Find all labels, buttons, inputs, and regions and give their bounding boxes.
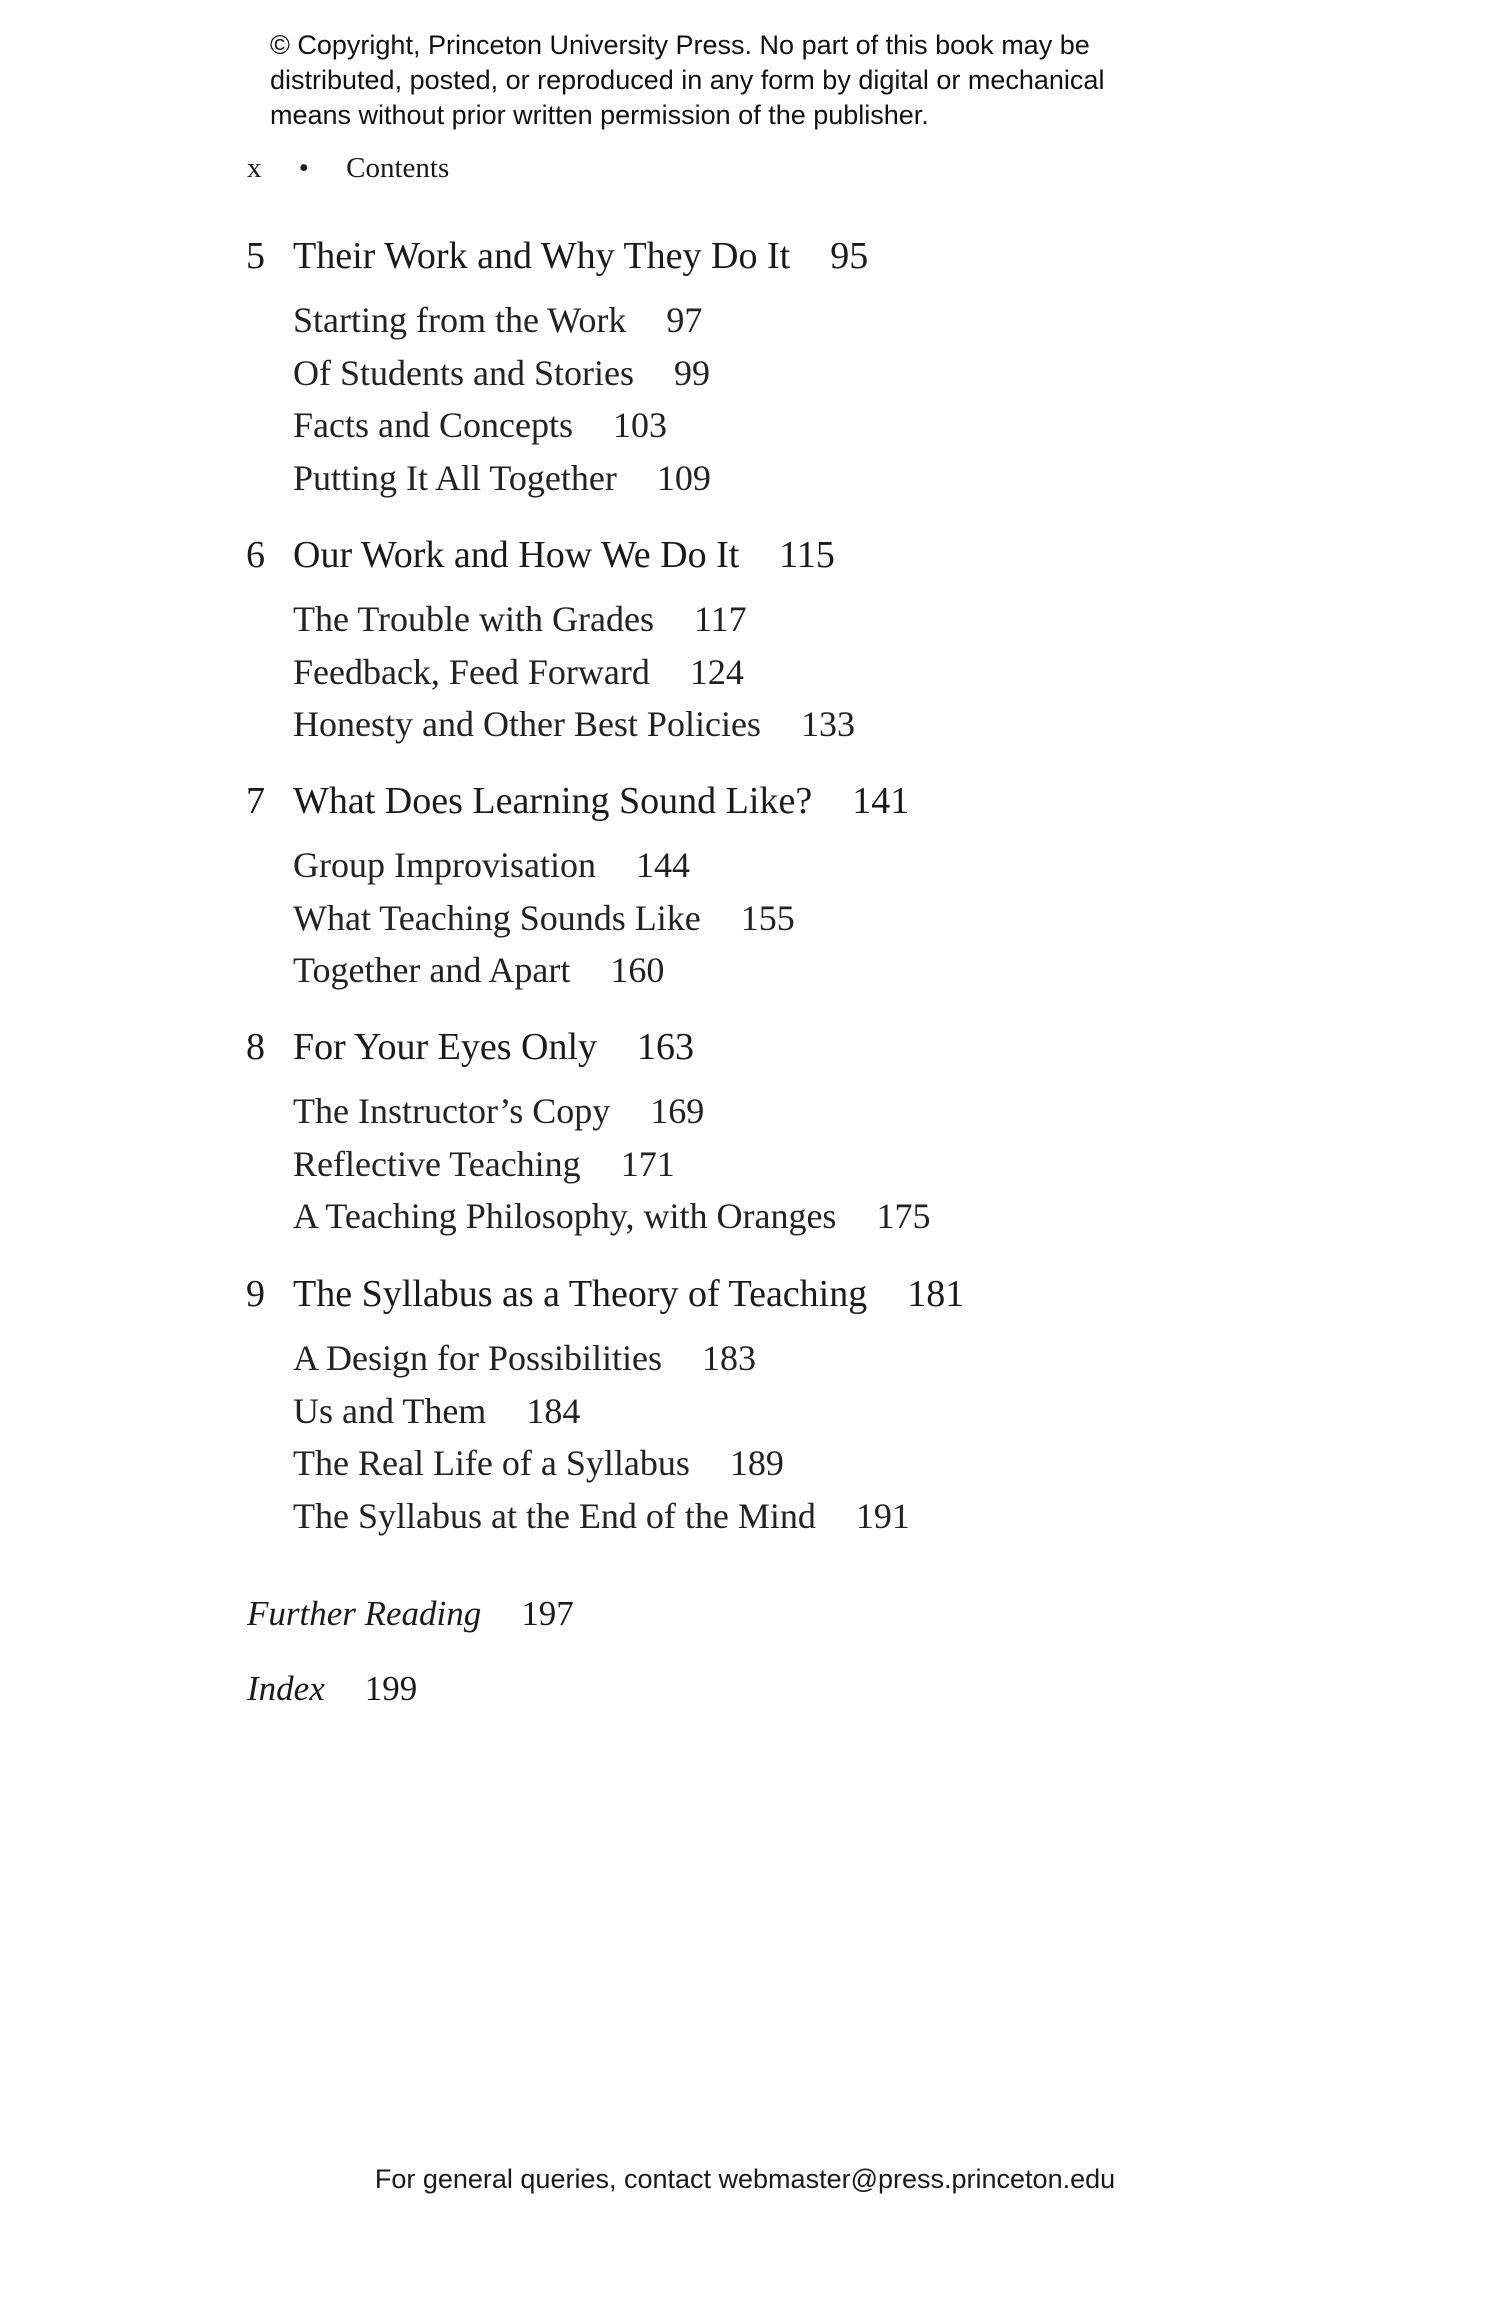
section-title: Of Students and Stories — [293, 352, 634, 393]
footer-contact: For general queries, contact webmaster@press.princeton.edu — [374, 2164, 1116, 2194]
section-entry[interactable] — [293, 1193, 930, 1239]
running-head — [247, 150, 449, 186]
running-head-title: Contents — [346, 152, 450, 184]
section-page: 133 — [800, 704, 855, 745]
chapter-title — [293, 232, 868, 280]
copyright-notice — [270, 28, 1270, 133]
section-title: Starting from the Work — [293, 300, 627, 340]
chapter-page: 141 — [852, 780, 910, 822]
back-matter-page: 197 — [521, 1594, 574, 1633]
section-entry[interactable] — [293, 402, 667, 448]
chapter-title — [293, 531, 835, 579]
section-title: Together and Apart — [293, 950, 571, 991]
back-matter-entry[interactable] — [247, 1591, 574, 1637]
section-title: Honesty and Other Best Policies — [293, 704, 761, 745]
chapter-title-text: Our Work and How We Do It — [293, 534, 740, 576]
chapter-title — [293, 1270, 964, 1318]
section-title: Feedback, Feed Forward — [293, 651, 650, 692]
section-page: 191 — [855, 1495, 910, 1536]
section-page: 144 — [635, 845, 690, 885]
section-entry[interactable] — [293, 596, 747, 642]
section-page: 189 — [729, 1443, 784, 1484]
chapter-page: 95 — [830, 235, 869, 277]
section-title: What Teaching Sounds Like — [293, 897, 701, 938]
section-title: A Teaching Philosophy, with Oranges — [293, 1196, 837, 1237]
section-page: 183 — [702, 1338, 757, 1378]
section-entry[interactable] — [293, 1141, 675, 1187]
chapter-page: 181 — [907, 1273, 965, 1315]
back-matter-entry[interactable] — [247, 1666, 417, 1712]
section-title: The Real Life of a Syllabus — [293, 1443, 690, 1484]
section-title: A Design for Possibilities — [293, 1338, 663, 1378]
chapter-title — [293, 777, 909, 825]
page-number: x — [247, 152, 262, 184]
section-page: 171 — [620, 1143, 675, 1184]
chapter-number: 8 — [246, 1026, 265, 1068]
section-title: The Syllabus at the End of the Mind — [293, 1495, 816, 1536]
copyright-line: means without prior written permission of the publisher. — [270, 100, 929, 130]
section-page: 175 — [876, 1196, 931, 1237]
back-matter-title: Index — [247, 1669, 325, 1708]
section-page: 103 — [612, 405, 667, 446]
chapter-page: 163 — [637, 1026, 695, 1068]
section-entry[interactable] — [293, 1388, 580, 1434]
section-title: The Instructor’s Copy — [293, 1091, 611, 1131]
section-entry[interactable] — [293, 455, 711, 501]
chapter-page: 115 — [779, 534, 835, 576]
chapter-number: 9 — [246, 1273, 265, 1315]
back-matter-title: Further Reading — [247, 1594, 482, 1633]
chapter-number: 5 — [246, 235, 265, 277]
section-title: Facts and Concepts — [293, 405, 573, 446]
chapter-title-text: What Does Learning Sound Like? — [293, 780, 813, 822]
copyright-line: distributed, posted, or reproduced in any form by digital or mechanical — [270, 65, 1105, 95]
section-entry[interactable] — [293, 1440, 784, 1486]
section-entry[interactable] — [293, 1335, 756, 1381]
back-matter-page: 199 — [364, 1669, 418, 1708]
section-entry[interactable] — [293, 701, 855, 747]
chapter-title-text: For Your Eyes Only — [293, 1026, 598, 1068]
section-title: Group Improvisation — [293, 845, 596, 885]
chapter-number: 7 — [246, 780, 265, 822]
section-page: 169 — [650, 1091, 705, 1131]
chapter-title-text: Their Work and Why They Do It — [293, 235, 791, 277]
section-entry[interactable] — [293, 895, 795, 941]
section-page: 97 — [666, 300, 703, 340]
bullet-separator: • — [298, 152, 309, 184]
section-page: 109 — [656, 457, 711, 498]
chapter-title-text: The Syllabus as a Theory of Teaching — [293, 1273, 868, 1315]
section-title: Putting It All Together — [293, 457, 617, 498]
section-entry[interactable] — [293, 1088, 704, 1134]
section-entry[interactable] — [293, 1493, 910, 1539]
section-page: 99 — [673, 352, 710, 393]
section-page: 117 — [693, 599, 747, 639]
section-entry[interactable] — [293, 649, 744, 695]
section-entry[interactable] — [293, 947, 664, 993]
section-entry[interactable] — [293, 842, 690, 888]
section-page: 124 — [689, 651, 744, 692]
section-title: The Trouble with Grades — [293, 599, 654, 639]
section-entry[interactable] — [293, 350, 710, 396]
section-page: 184 — [526, 1390, 581, 1431]
section-title: Reflective Teaching — [293, 1143, 581, 1184]
section-entry[interactable] — [293, 297, 702, 343]
section-page: 155 — [740, 897, 795, 938]
chapter-title — [293, 1023, 694, 1071]
chapter-number: 6 — [246, 534, 265, 576]
section-title: Us and Them — [293, 1390, 487, 1431]
section-page: 160 — [610, 950, 665, 991]
copyright-line: © Copyright, Princeton University Press. No part of this book may be — [270, 30, 1090, 60]
